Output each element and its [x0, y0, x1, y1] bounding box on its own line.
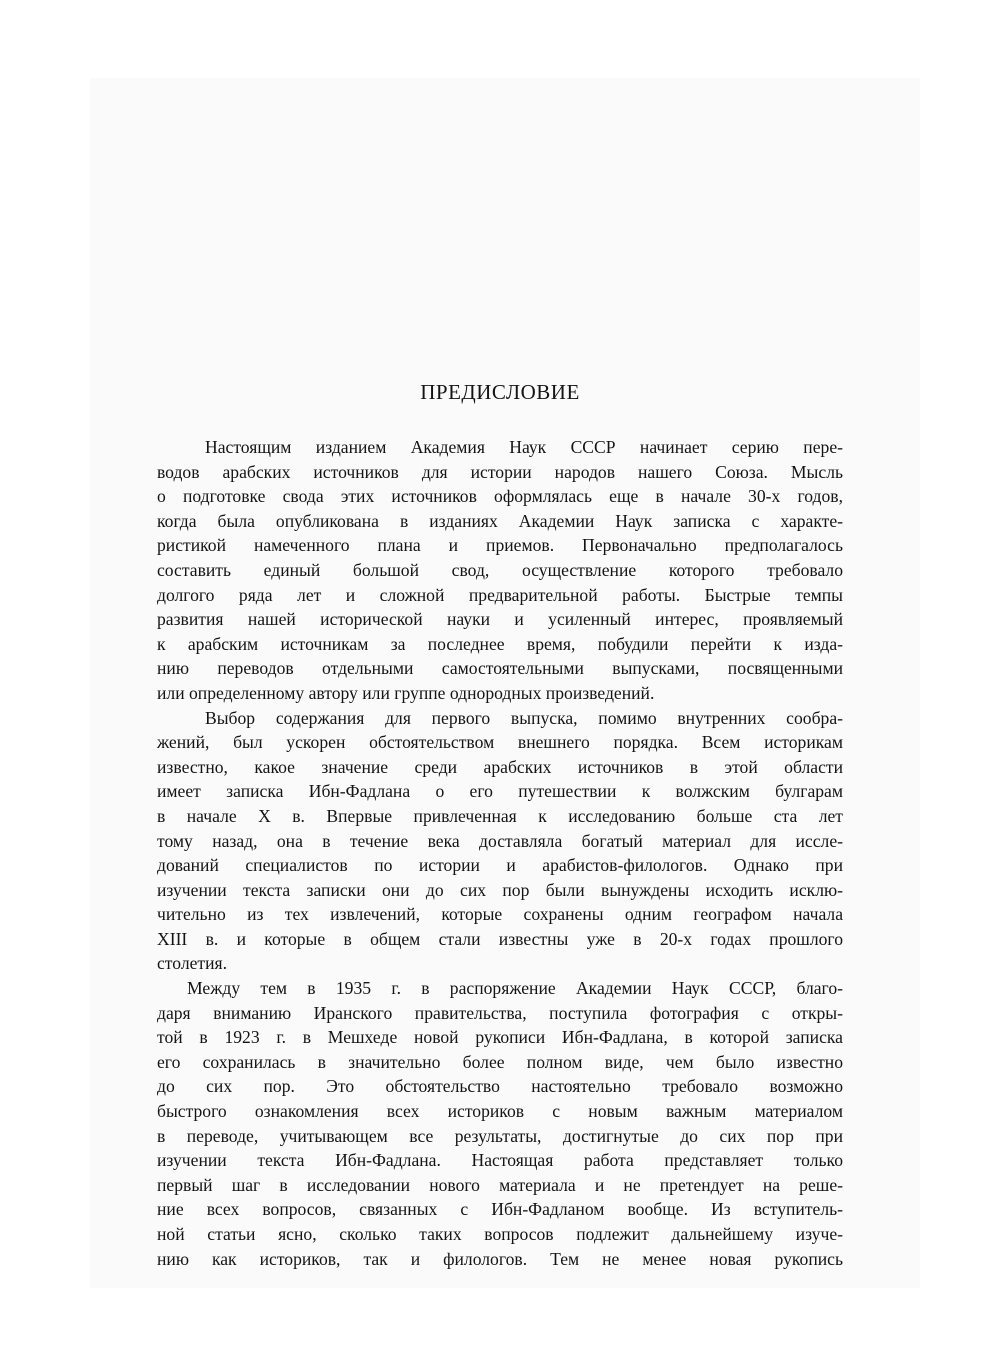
paragraph-1	[157, 435, 843, 706]
text-line: той в 1923 г. в Мешхеде новой рукописи Ибн-Фадлана, в которой записка	[157, 1027, 843, 1048]
text-line: имеет записка Ибн-Фадлана о его путешествии к волжским булгарам	[157, 781, 843, 802]
text-line: жений, был ускорен обстоятельством внешнего порядка. Всем историкам	[157, 732, 843, 753]
text-line: развития нашей исторической науки и усиленный интерес, проявляемый	[157, 609, 843, 630]
text-line: ной статьи ясно, сколько таких вопросов подлежит дальнейшему изуче-	[157, 1224, 843, 1244]
text-line: водов арабских источников для истории народов нашего Союза. Мысль	[157, 461, 843, 482]
text-line: дований специалистов по истории и арабистов-филологов. Однако при	[157, 855, 843, 876]
paragraph-3	[157, 976, 843, 1271]
text-line: нию как историков, так и филологов. Тем не менее новая рукопись	[157, 1248, 843, 1269]
text-line: ние всех вопросов, связанных с Ибн-Фадланом вообще. Из вступитель-	[157, 1199, 843, 1220]
document-page	[157, 380, 843, 1271]
paragraph-2	[157, 706, 843, 977]
text-line: или определенному автору или группе однородных произведений.	[157, 682, 655, 703]
text-line: к арабским источникам за последнее время, побудили перейти к изда-	[157, 633, 843, 654]
text-line: чительно из тех извлечений, которые сохранены одним географом начала	[157, 904, 843, 925]
text-line: изучении текста записки они до сих пор были вынуждены исходить исклю-	[157, 879, 843, 900]
text-line: первый шаг в исследовании нового материала и не претендует на реше-	[157, 1174, 843, 1195]
page-title: ПРЕДИСЛОВИЕ	[420, 380, 580, 404]
text-line: нию переводов отдельными самостоятельными выпусками, посвященными	[157, 658, 843, 679]
text-line: Между тем в 1935 г. в распоряжение Академии Наук СССР, благо-	[187, 978, 843, 999]
text-line: составить единый большой свод, осуществление которого требовало	[157, 559, 843, 580]
text-line: изучении текста Ибн-Фадлана. Настоящая работа представляет только	[157, 1150, 843, 1171]
text-line: в начале X в. Впервые привлеченная к исследованию больше ста лет	[157, 805, 843, 826]
text-line: долгого ряда лет и сложной предварительной работы. Быстрые темпы	[157, 584, 843, 605]
text-line: его сохранилась в значительно более полном виде, чем было известно	[157, 1051, 843, 1072]
text-line: когда была опубликована в изданиях Академии Наук записка с характе-	[157, 510, 843, 531]
text-line: столетия.	[157, 953, 228, 974]
text-line: в переводе, учитывающем все результаты, достигнутые до сих пор при	[157, 1125, 843, 1146]
text-line: о подготовке свода этих источников оформлялась еще в начале 30-х годов,	[157, 486, 843, 507]
text-line: даря вниманию Иранского правительства, поступила фотография с откры-	[157, 1002, 843, 1023]
text-line: тому назад, она в течение века доставляла богатый материал для иссле-	[157, 830, 843, 851]
text-line: Настоящим изданием Академия Наук СССР начинает серию пере-	[205, 437, 843, 457]
text-line: до сих пор. Это обстоятельство настоятельно требовало возможно	[157, 1076, 843, 1097]
text-line: ристикой намеченного плана и приемов. Первоначально предполагалось	[157, 535, 843, 556]
text-line: XIII в. и которые в общем стали известны уже в 20-х годах прошлого	[157, 928, 843, 949]
text-line: известно, какое значение среди арабских источников в этой области	[157, 756, 843, 777]
text-line: Выбор содержания для первого выпуска, помимо внутренних сообра-	[205, 707, 843, 728]
text-line: быстрого ознакомления всех историков с новым важным материалом	[157, 1101, 843, 1122]
